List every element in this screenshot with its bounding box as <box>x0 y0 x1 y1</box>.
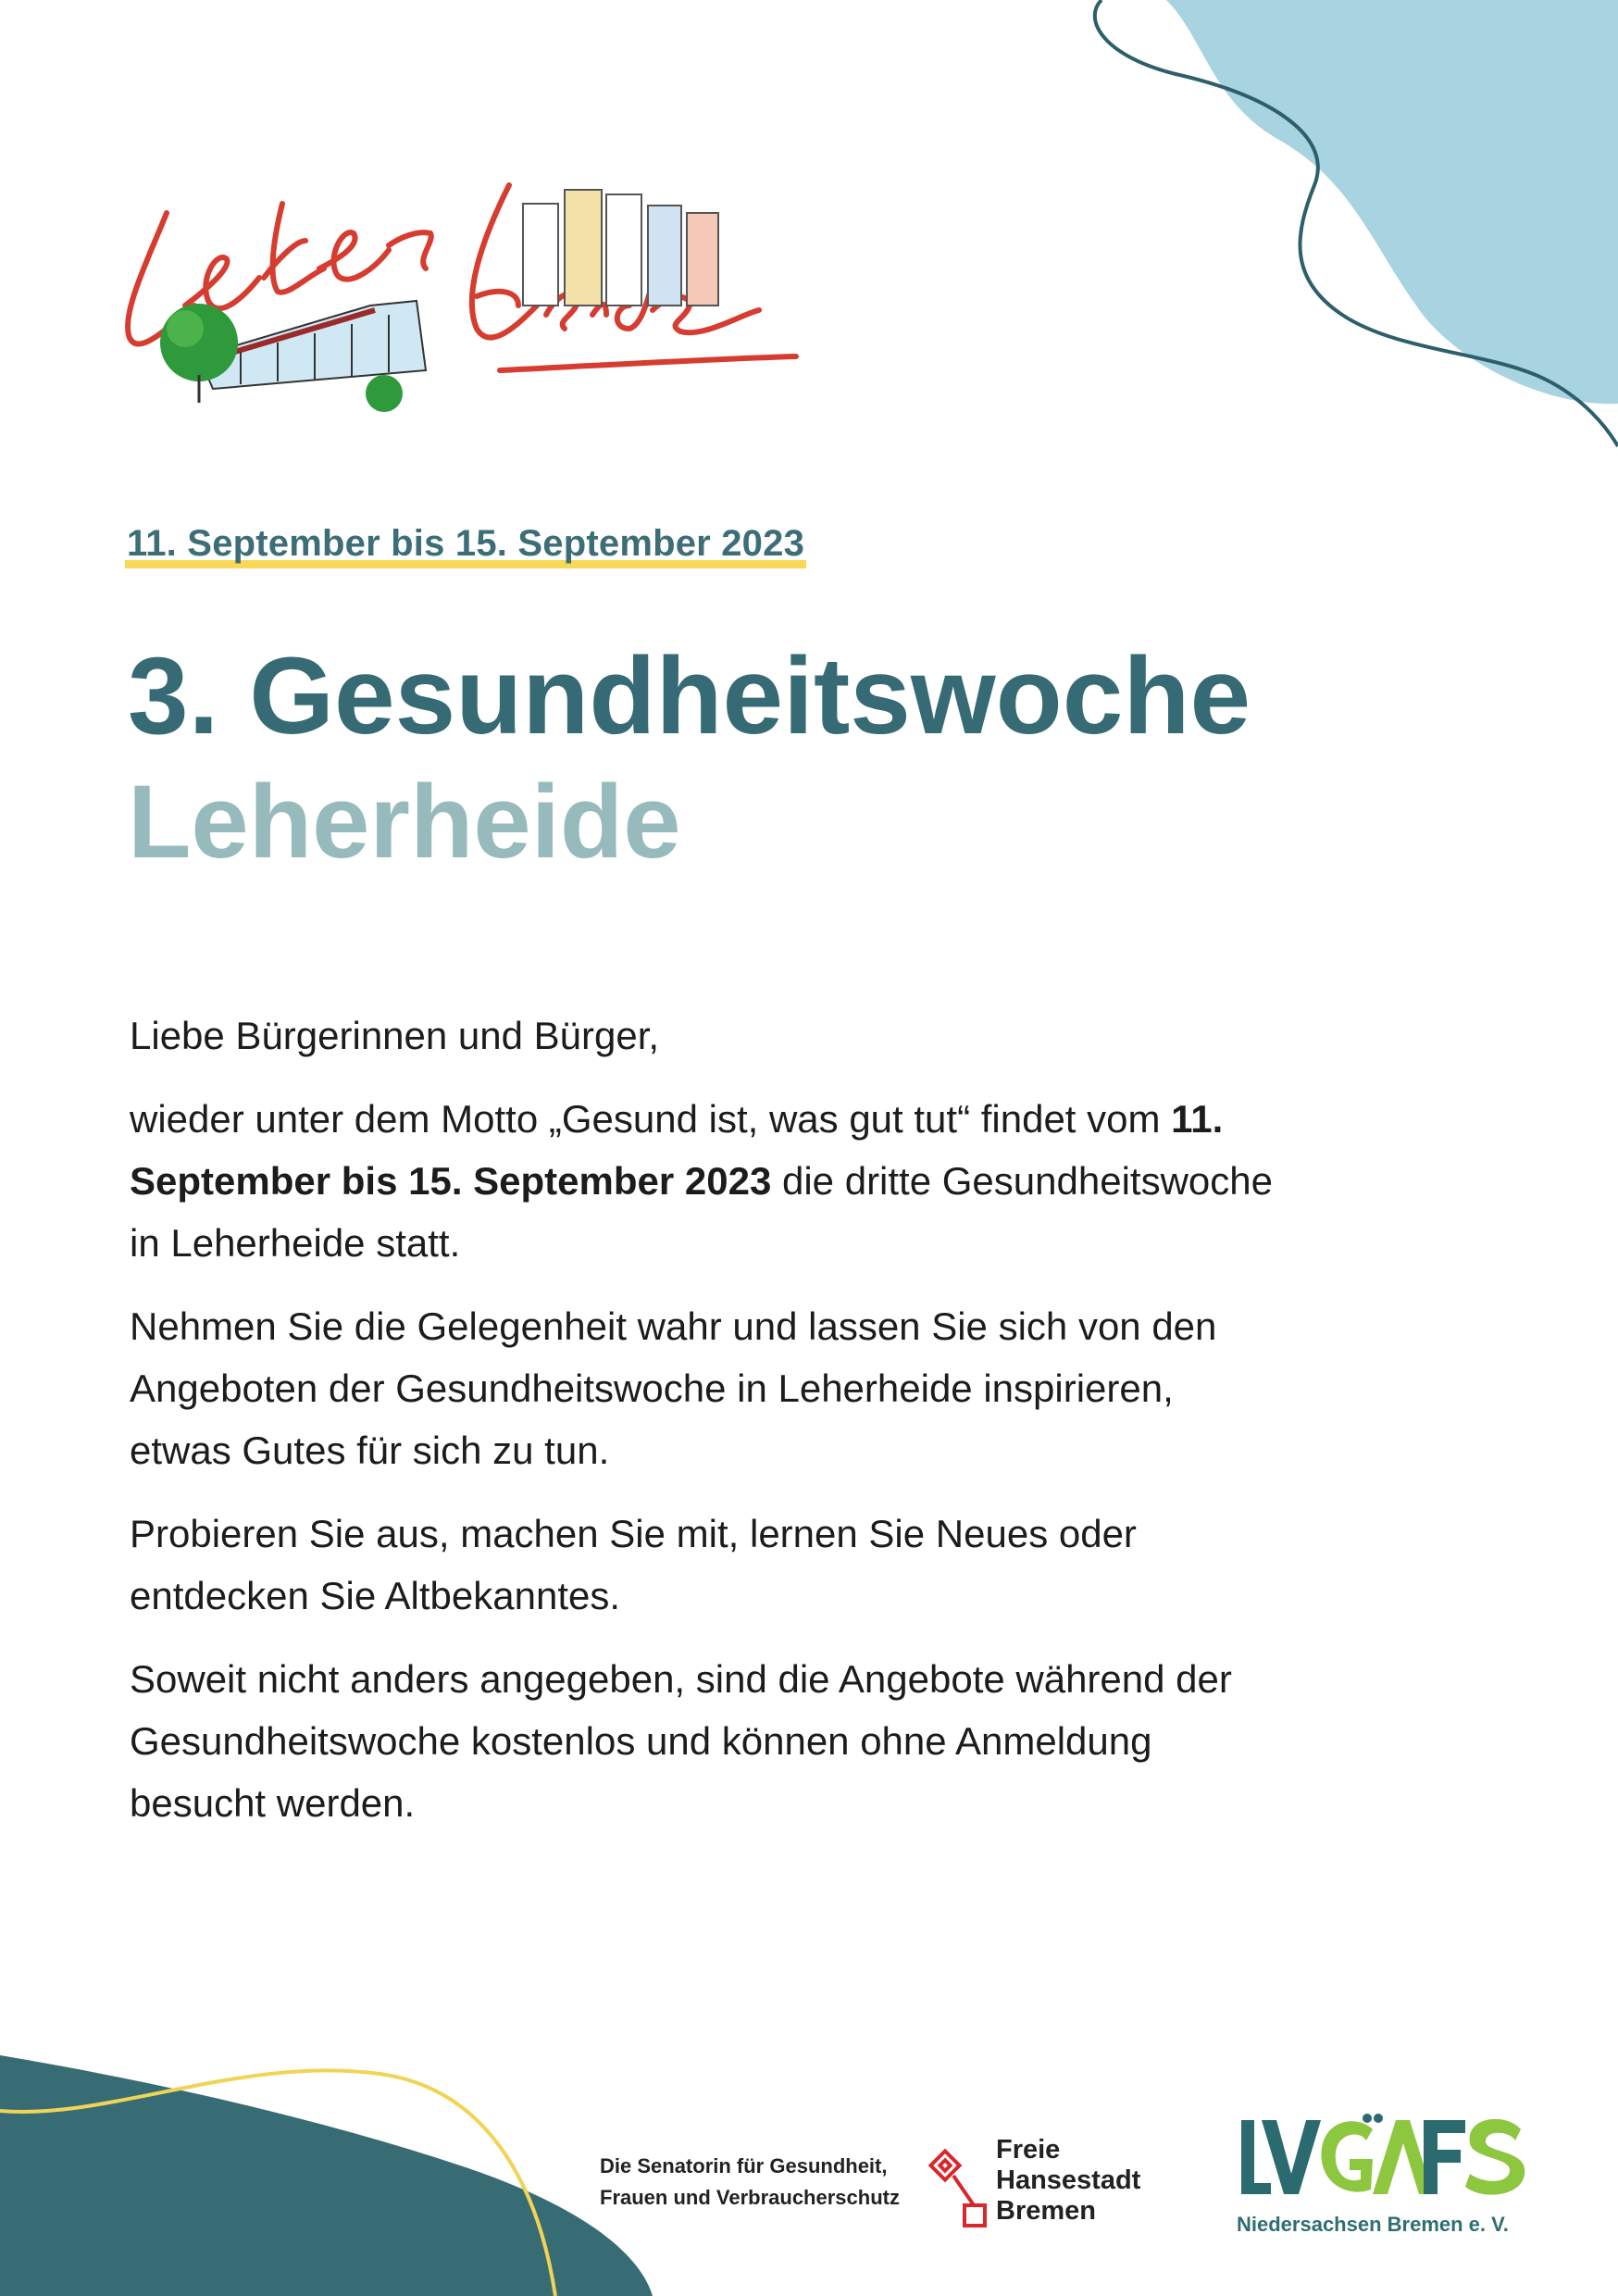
leherheide-logo <box>111 130 815 435</box>
paragraph-1-date: 11. September bis 15. September 2023 <box>130 1097 1224 1203</box>
bremen-line-2: Hansestadt <box>996 2165 1141 2195</box>
page-subtitle: Leherheide <box>128 764 681 880</box>
paragraph-3: Probieren Sie aus, machen Sie mit, lernen Sie Neues oder entdecken Sie Altbekanntes. <box>130 1512 1137 1617</box>
paragraph-1 <box>130 1088 1277 1274</box>
bremen-line-1: Freie <box>996 2135 1061 2165</box>
paragraph-4: Soweit nicht anders angegeben, sind die Angebote während der Gesundheitswoche kostenlos und können ohne Anmeldung besucht werden. <box>130 1657 1232 1825</box>
bremen-wordmark <box>996 2135 1140 2227</box>
bremen-key-icon <box>926 2148 990 2240</box>
senatorin-line-2: Frauen und Verbraucherschutz <box>600 2186 900 2209</box>
senatorin-line-1: Die Senatorin für Gesundheit, <box>600 2154 888 2177</box>
decorative-blob-bottom <box>0 2037 703 2296</box>
paragraph-2: Nehmen Sie die Gelegenheit wahr und lassen Sie sich von den Angeboten der Gesundheitswoche in Leherheide inspirieren, etwas Gutes für sich zu tun. <box>130 1304 1217 1472</box>
paragraph-1-start: wieder unter dem Motto „Gesund ist, was gut tut“ findet vom <box>130 1097 1172 1141</box>
lvg-subtitle: Niedersachsen Bremen e. V. <box>1237 2213 1509 2236</box>
greeting: Liebe Bürgerinnen und Bürger, <box>130 1014 660 1057</box>
date-range-wrapper <box>125 523 806 570</box>
date-range: 11. September bis 15. September 2023 <box>125 523 806 570</box>
decorative-blob-top <box>1064 0 1618 463</box>
senatorin-text <box>600 2151 900 2214</box>
page-title: 3. Gesundheitswoche <box>128 635 1251 757</box>
lvg-afs-logo <box>1234 2102 1530 2203</box>
intro-text <box>130 1004 1277 1855</box>
bremen-line-3: Bremen <box>996 2196 1096 2226</box>
paragraph-1-end: die dritte Gesundheitswoche in Leherheide statt. <box>130 1159 1273 1265</box>
